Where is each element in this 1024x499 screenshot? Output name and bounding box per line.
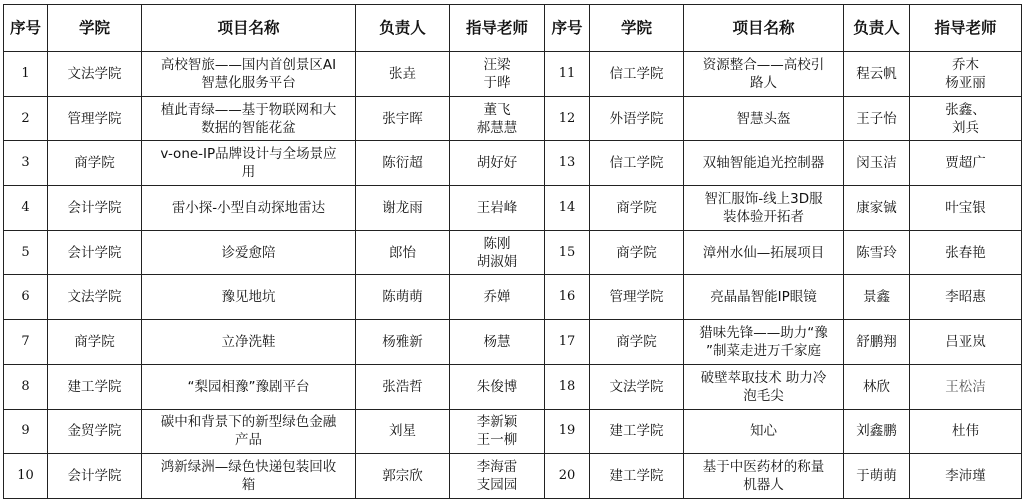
college-cell: 商学院 [590, 320, 684, 365]
project-name-cell-line: 装体验开拓者 [723, 208, 804, 225]
advisor-cell-line: 胡好好 [476, 155, 518, 172]
advisor-cell [910, 409, 1022, 454]
advisor-cell-line: 朱俊博 [476, 378, 518, 395]
project-name-cell [142, 364, 356, 409]
advisor-cell [910, 141, 1022, 186]
leader-cell: 张浩哲 [356, 364, 450, 409]
row-number: 15 [545, 230, 590, 275]
project-name-cell-line: 猎味先锋——助力“豫 [699, 324, 828, 341]
table-row [4, 320, 1022, 365]
advisor-cell-line: 张春艳 [945, 244, 986, 261]
advisor-cell [910, 320, 1022, 365]
leader-cell: 张宇晖 [356, 96, 450, 141]
project-name-cell [142, 186, 356, 231]
table-row [4, 454, 1022, 499]
college-cell: 外语学院 [590, 96, 684, 141]
college-cell: 管理学院 [48, 96, 142, 141]
leader-cell: 刘鑫鹏 [844, 409, 910, 454]
table-row [4, 52, 1022, 97]
project-name-cell [684, 364, 844, 409]
row-number: 14 [545, 186, 590, 231]
header-college: 学院 [590, 5, 684, 52]
advisor-cell-line: 王一柳 [476, 432, 518, 449]
project-name-cell [142, 230, 356, 275]
advisor-cell-line: 汪梁 [483, 56, 511, 73]
table-row [4, 409, 1022, 454]
table-row [4, 364, 1022, 409]
project-name-cell-line: 碳中和背景下的新型绿色金融 [160, 414, 337, 431]
project-name-cell-line: 漳州水仙—拓展项目 [702, 244, 825, 261]
row-number: 8 [4, 364, 48, 409]
advisor-cell [910, 275, 1022, 320]
advisor-cell-line: 杜伟 [952, 423, 979, 440]
college-cell: 商学院 [48, 320, 142, 365]
leader-cell: 于萌萌 [844, 454, 910, 499]
row-number: 6 [4, 275, 48, 320]
project-name-cell [684, 186, 844, 231]
project-name-cell-line: 智汇服饰-线上3D服 [704, 190, 823, 207]
project-name-cell-line: ”制菜走进万千家庭 [706, 342, 821, 359]
project-name-cell-line: 智慧头盔 [736, 110, 791, 127]
advisor-cell-line: 陈刚 [483, 235, 511, 252]
advisor-cell-line: 李海雷 [476, 459, 518, 476]
project-name-cell-line: 双轴智能追光控制器 [702, 155, 825, 172]
project-name-cell-line: v-one-IP品牌设计与全场景应 [160, 146, 337, 163]
header-leader: 负责人 [844, 5, 910, 52]
advisor-cell-line: 张鑫、 [945, 101, 986, 118]
project-name-cell [684, 52, 844, 97]
advisor-cell-line: 李新颖 [476, 414, 518, 431]
leader-cell: 郎怡 [356, 230, 450, 275]
project-name-cell-line: 鸿新绿洲—绿色快递包装回收 [160, 459, 337, 476]
advisor-cell-line: 贾超广 [945, 155, 986, 172]
project-name-cell-line: 破壁萃取技术 助力冷 [700, 369, 827, 386]
header-no: 序号 [545, 5, 590, 52]
project-name-cell [142, 320, 356, 365]
advisor-cell [910, 454, 1022, 499]
advisor-cell-line: 吕亚岚 [945, 333, 986, 350]
project-name-cell-line: 数据的智能花盆 [201, 119, 296, 136]
advisor-cell [910, 364, 1022, 409]
leader-cell: 王子怡 [844, 96, 910, 141]
project-name-cell [684, 230, 844, 275]
project-name-cell-line: 资源整合——高校引 [702, 56, 825, 73]
leader-cell: 张垚 [356, 52, 450, 97]
table-row [4, 230, 1022, 275]
leader-cell: 陈衍超 [356, 141, 450, 186]
project-name-cell-line: 产品 [235, 432, 262, 449]
leader-cell: 闵玉洁 [844, 141, 910, 186]
project-name-cell [142, 275, 356, 320]
advisor-cell-line: 杨慧 [483, 333, 511, 350]
leader-cell: 陈雪玲 [844, 230, 910, 275]
college-cell: 会计学院 [48, 454, 142, 499]
project-name-cell [684, 275, 844, 320]
advisor-cell-line: 于晔 [483, 74, 511, 91]
college-cell: 管理学院 [590, 275, 684, 320]
advisor-cell [450, 275, 545, 320]
row-number: 3 [4, 141, 48, 186]
advisor-cell-line: 支园园 [476, 477, 518, 494]
project-name-cell [142, 52, 356, 97]
header-row [4, 5, 1022, 52]
advisor-cell [450, 96, 545, 141]
leader-cell: 程云帆 [844, 52, 910, 97]
row-number: 12 [545, 96, 590, 141]
project-name-cell [142, 454, 356, 499]
table-body [4, 52, 1022, 499]
row-number: 1 [4, 52, 48, 97]
advisor-cell-line: 李沛瑾 [945, 468, 986, 485]
advisor-cell-line: 李昭惠 [945, 289, 986, 306]
advisor-cell-line: 王松洁 [945, 378, 986, 395]
college-cell: 建工学院 [48, 364, 142, 409]
row-number: 18 [545, 364, 590, 409]
leader-cell: 谢龙雨 [356, 186, 450, 231]
leader-cell: 康家铖 [844, 186, 910, 231]
project-name-cell-line: 高校智旅——国内首创景区AI [160, 56, 337, 73]
leader-cell: 郭宗欣 [356, 454, 450, 499]
table-row [4, 141, 1022, 186]
row-number: 10 [4, 454, 48, 499]
project-name-cell [684, 454, 844, 499]
project-name-cell-line: 亮晶晶智能IP眼镜 [710, 289, 817, 306]
advisor-cell [450, 320, 545, 365]
advisor-cell [910, 230, 1022, 275]
advisor-cell-line: 杨亚丽 [945, 74, 986, 91]
row-number: 19 [545, 409, 590, 454]
advisor-cell-line: 王岩峰 [476, 199, 518, 216]
college-cell: 会计学院 [48, 230, 142, 275]
college-cell: 商学院 [590, 230, 684, 275]
table-row [4, 186, 1022, 231]
project-name-cell-line: 路人 [750, 74, 777, 91]
header-project: 项目名称 [684, 5, 844, 52]
leader-cell: 杨雅新 [356, 320, 450, 365]
leader-cell: 刘星 [356, 409, 450, 454]
table-row [4, 275, 1022, 320]
row-number: 9 [4, 409, 48, 454]
college-cell: 信工学院 [590, 141, 684, 186]
project-name-cell [684, 320, 844, 365]
advisor-cell [450, 141, 545, 186]
college-cell: 信工学院 [590, 52, 684, 97]
project-name-cell [142, 141, 356, 186]
project-name-cell-line: 雷小探-小型自动探地雷达 [171, 199, 326, 216]
advisor-cell [910, 96, 1022, 141]
project-name-cell-line: 智慧化服务平台 [201, 74, 296, 91]
row-number: 4 [4, 186, 48, 231]
project-name-cell [684, 96, 844, 141]
project-name-cell-line: 豫见地坑 [221, 289, 276, 306]
advisor-cell-line: 叶宝银 [945, 199, 986, 216]
project-name-cell [684, 141, 844, 186]
college-cell: 商学院 [48, 141, 142, 186]
project-name-cell-line: 植此青绿——基于物联网和大 [160, 101, 337, 118]
row-number: 5 [4, 230, 48, 275]
row-number: 16 [545, 275, 590, 320]
college-cell: 文法学院 [590, 364, 684, 409]
row-number: 17 [545, 320, 590, 365]
college-cell: 会计学院 [48, 186, 142, 231]
header-project: 项目名称 [142, 5, 356, 52]
project-name-cell-line: 机器人 [743, 477, 784, 494]
row-number: 20 [545, 454, 590, 499]
college-cell: 文法学院 [48, 275, 142, 320]
project-name-cell-line: 基于中医药材的称量 [702, 459, 825, 476]
advisor-cell-line: 郝慧慧 [476, 119, 518, 136]
header-college: 学院 [48, 5, 142, 52]
header-advisor: 指导老师 [450, 5, 545, 52]
advisor-cell-line: 乔婵 [483, 289, 511, 306]
header-leader: 负责人 [356, 5, 450, 52]
advisor-cell [450, 454, 545, 499]
leader-cell: 景鑫 [844, 275, 910, 320]
advisor-cell-line: 胡淑娟 [476, 253, 518, 270]
college-cell: 文法学院 [48, 52, 142, 97]
project-name-cell [684, 409, 844, 454]
project-table [3, 4, 1022, 499]
header-no: 序号 [4, 5, 48, 52]
project-name-cell-line: 立净洗鞋 [221, 333, 276, 350]
advisor-cell [450, 409, 545, 454]
advisor-cell [910, 186, 1022, 231]
project-name-cell-line: “梨园相豫”豫剧平台 [187, 378, 310, 395]
project-name-cell-line: 知心 [750, 423, 777, 440]
advisor-cell [450, 186, 545, 231]
row-number: 11 [545, 52, 590, 97]
table-row [4, 96, 1022, 141]
college-cell: 建工学院 [590, 409, 684, 454]
college-cell: 商学院 [590, 186, 684, 231]
header-advisor: 指导老师 [910, 5, 1022, 52]
row-number: 13 [545, 141, 590, 186]
project-name-cell [142, 409, 356, 454]
leader-cell: 舒鹏翔 [844, 320, 910, 365]
advisor-cell-line: 乔木 [952, 56, 979, 73]
advisor-cell [450, 52, 545, 97]
project-name-cell-line: 诊爱愈陪 [221, 244, 276, 261]
advisor-cell [910, 52, 1022, 97]
college-cell: 建工学院 [590, 454, 684, 499]
project-name-cell [142, 96, 356, 141]
leader-cell: 陈萌萌 [356, 275, 450, 320]
advisor-cell [450, 230, 545, 275]
row-number: 7 [4, 320, 48, 365]
leader-cell: 林欣 [844, 364, 910, 409]
advisor-cell-line: 董飞 [483, 101, 511, 118]
college-cell: 金贸学院 [48, 409, 142, 454]
project-name-cell-line: 箱 [241, 477, 256, 494]
row-number: 2 [4, 96, 48, 141]
advisor-cell-line: 刘兵 [952, 119, 979, 136]
project-name-cell-line: 泡毛尖 [743, 387, 784, 404]
advisor-cell [450, 364, 545, 409]
project-name-cell-line: 用 [241, 164, 256, 181]
